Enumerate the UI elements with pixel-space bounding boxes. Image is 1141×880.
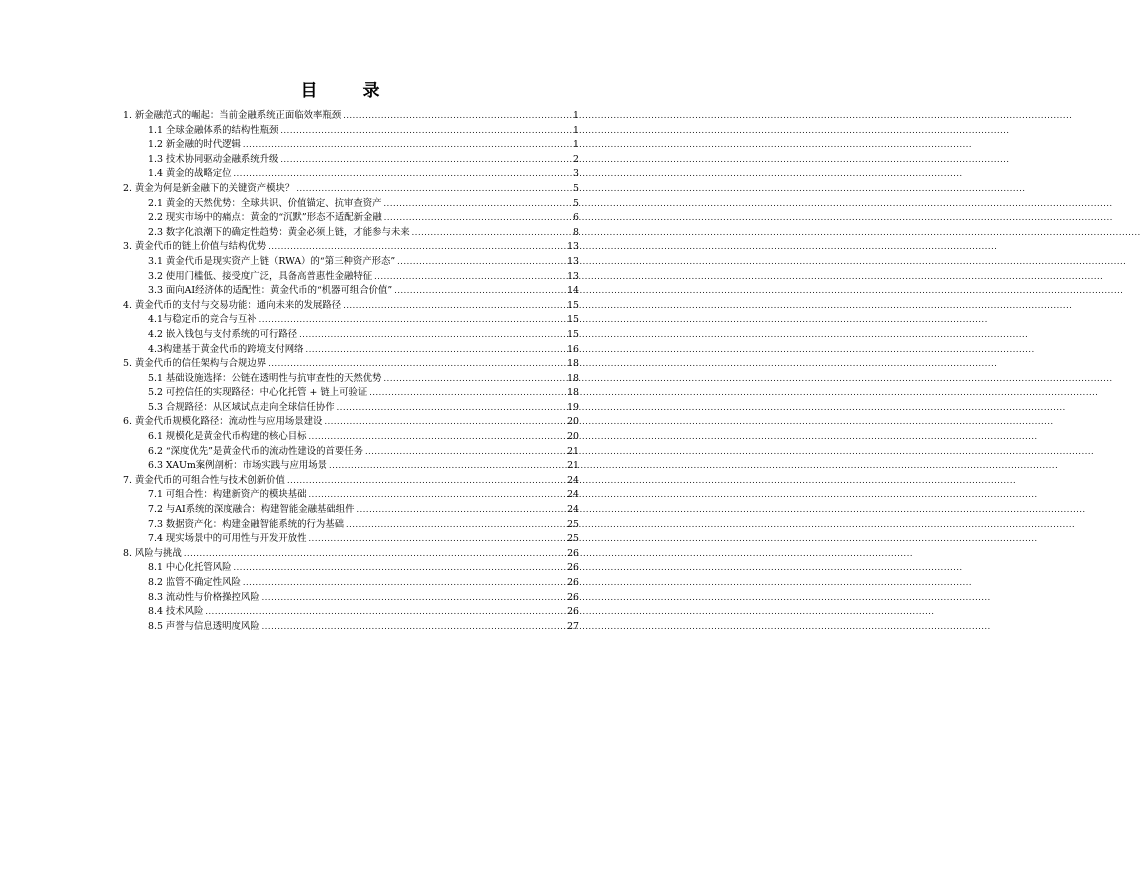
toc-dot-leader [374, 270, 565, 285]
toc-section-entry[interactable] [0, 620, 680, 635]
toc-entry-title: 5.1 基础设施选择：公链在透明性与抗审查性的天然优势 [148, 372, 382, 384]
toc-dot-leader [397, 255, 565, 270]
toc-page-number: 26 [567, 547, 579, 559]
toc-dot-leader [268, 240, 565, 255]
toc-dot-leader [343, 109, 571, 124]
toc-page-number: 15 [567, 328, 579, 340]
toc-page-number: 26 [567, 577, 579, 588]
toc-section-entry[interactable] [0, 591, 680, 606]
toc-page-number: 24 [567, 474, 579, 486]
toc-dot-leader [205, 605, 565, 620]
toc-dot-leader [287, 474, 565, 489]
toc-section-entry[interactable] [0, 197, 680, 212]
toc-page-number: 15 [567, 314, 579, 326]
toc-section-entry[interactable] [0, 211, 680, 226]
toc-page-number: 25 [567, 533, 579, 545]
toc-dot-leader [296, 182, 571, 197]
toc-page-number: 16 [567, 343, 579, 355]
toc-entry-title: 4.3构建基于黄金代币的跨境支付网络 [148, 343, 304, 355]
toc-chapter-entry[interactable] [0, 182, 680, 197]
toc-dot-leader [343, 299, 565, 314]
toc-section-entry[interactable] [0, 532, 680, 547]
toc-dot-leader [259, 313, 565, 328]
toc-dot-leader [329, 459, 565, 474]
toc-section-entry[interactable] [0, 138, 680, 153]
toc-entry-title: 7.1 可组合性：构建新资产的模块基础 [148, 489, 307, 501]
toc-entry-title: 8.1 中心化托管风险 [148, 562, 232, 574]
toc-page-number: 14 [567, 285, 579, 297]
toc-page-number: 18 [567, 387, 579, 399]
toc-page-number: 15 [567, 299, 579, 311]
toc-entry-title: 5.2 可控信任的实现路径：中心化托管 + 链上可验证 [148, 387, 368, 399]
toc-chapter-entry[interactable] [0, 474, 680, 489]
toc-page-number: 6 [573, 212, 579, 224]
toc-page-number: 1 [573, 124, 579, 136]
toc-page-number: 8 [573, 226, 579, 238]
toc-entry-title: 8.2 监管不确定性风险 [148, 577, 241, 588]
toc-page-number: 13 [567, 241, 579, 253]
toc-entry-title: 1.2 新金融的时代逻辑 [148, 139, 241, 151]
toc-dot-leader [280, 153, 571, 168]
toc-dot-leader [243, 576, 565, 591]
toc-dot-leader [309, 430, 566, 445]
toc-section-entry[interactable] [0, 124, 680, 139]
toc-entry-title: 1.1 全球金融体系的结构性瓶颈 [148, 124, 279, 136]
toc-entry-title: 8.4 技术风险 [148, 606, 204, 618]
toc-dot-leader [324, 415, 565, 430]
toc-entry-title: 6.1 规模化是黄金代币构建的核心目标 [148, 431, 307, 443]
toc-dot-leader [280, 124, 571, 139]
toc-dot-leader [299, 328, 565, 343]
toc-entry-title: 6.3 XAUm案例剖析：市场实践与应用场景 [148, 460, 328, 472]
toc-dot-leader [234, 167, 571, 182]
toc-page-number: 1 [573, 110, 579, 121]
toc-section-entry[interactable] [0, 167, 680, 182]
toc-dot-leader [369, 386, 565, 401]
toc-dot-leader [268, 357, 565, 372]
toc-dot-leader [365, 445, 565, 460]
toc-page-number: 24 [567, 504, 579, 516]
toc-section-entry[interactable] [0, 503, 680, 518]
toc-entry-title: 8.5 声誉与信息透明度风险 [148, 620, 260, 632]
toc-entry-title: 7.4 现实场景中的可用性与开发开放性 [148, 533, 307, 545]
toc-section-entry[interactable] [0, 561, 680, 576]
toc-dot-leader [346, 518, 565, 533]
toc-page-number: 26 [567, 606, 579, 618]
toc-entry-title: 3. 黄金代币的链上价值与结构优势 [123, 241, 267, 253]
toc-dot-leader [309, 532, 566, 547]
toc-dot-leader [337, 401, 565, 416]
toc-entry-title: 2.3 数字化浪潮下的确定性趋势：黄金必须上链，才能参与未来 [148, 226, 410, 238]
toc-dot-leader [243, 138, 571, 153]
toc-page-number: 25 [567, 518, 579, 530]
toc-section-entry[interactable] [0, 226, 680, 241]
toc-section-entry[interactable] [0, 270, 680, 285]
toc-page-number: 26 [567, 591, 579, 603]
toc-page-number: 2 [573, 153, 579, 165]
toc-section-entry[interactable] [0, 401, 680, 416]
toc-page-number: 20 [567, 416, 579, 428]
toc-entry-title: 7.3 数据资产化：构建金融智能系统的行为基础 [148, 518, 345, 530]
toc-entry-title: 1.4 黄金的战略定位 [148, 168, 232, 180]
toc-entry-title: 3.3 面向AI经济体的适配性：黄金代币的“机器可组合价值” [148, 285, 393, 297]
toc-entry-title: 3.1 黄金代币是现实资产上链（RWA）的“第三种资产形态” [148, 255, 396, 267]
toc-entry-title: 3.2 使用门槛低、接受度广泛，具备高普惠性金融特征 [148, 270, 373, 282]
toc-section-entry[interactable] [0, 153, 680, 168]
toc-page-number: 21 [567, 445, 579, 457]
toc-section-entry[interactable] [0, 255, 680, 270]
toc-page-number: 18 [567, 372, 579, 384]
toc-chapter-entry[interactable] [0, 109, 680, 124]
toc-page-number: 20 [567, 431, 579, 443]
toc-section-entry[interactable] [0, 459, 680, 474]
toc-entry-title: 4.1与稳定币的竞合与互补 [148, 314, 257, 326]
toc-page-number: 13 [567, 255, 579, 267]
toc-section-entry[interactable] [0, 372, 680, 387]
toc-list [0, 109, 680, 634]
toc-chapter-entry[interactable] [0, 299, 680, 314]
toc-dot-leader [384, 372, 566, 387]
toc-entry-title: 4. 黄金代币的支付与交易功能：通向未来的发展路径 [123, 299, 342, 311]
toc-dot-leader [306, 343, 566, 358]
toc-entry-title: 2. 黄金为何是新金融下的关键资产模块？ [123, 182, 295, 194]
toc-section-entry[interactable] [0, 605, 680, 620]
toc-entry-title: 5.3 合规路径：从区域试点走向全球信任协作 [148, 401, 335, 413]
toc-section-entry[interactable] [0, 576, 680, 591]
toc-dot-leader [262, 620, 565, 635]
toc-page-number: 24 [567, 489, 579, 501]
toc-dot-leader [384, 211, 571, 226]
toc-section-entry[interactable] [0, 343, 680, 358]
toc-page-number: 1 [573, 139, 579, 151]
toc-section-entry[interactable] [0, 328, 680, 343]
toc-title: 目 录 [300, 81, 394, 101]
toc-page-number: 19 [567, 401, 579, 413]
toc-chapter-entry[interactable] [0, 357, 680, 372]
toc-section-entry[interactable] [0, 430, 680, 445]
toc-entry-title: 6. 黄金代币规模化路径：流动性与应用场景建设 [123, 416, 323, 428]
toc-page-number: 27 [567, 620, 579, 632]
toc-dot-leader [412, 226, 571, 241]
toc-entry-title: 7. 黄金代币的可组合性与技术创新价值 [123, 474, 285, 486]
toc-entry-title: 1.3 技术协同驱动金融系统升级 [148, 153, 279, 165]
toc-page-number: 5 [573, 182, 579, 194]
toc-section-entry[interactable] [0, 386, 680, 401]
toc-page-number: 18 [567, 358, 579, 370]
toc-entry-title: 2.2 现实市场中的痛点：黄金的“沉默”形态不适配新金融 [148, 212, 382, 224]
toc-entry-title: 8.3 流动性与价格操控风险 [148, 591, 260, 603]
toc-entry-title: 4.2 嵌入钱包与支付系统的可行路径 [148, 328, 298, 340]
toc-page-number: 21 [567, 460, 579, 472]
toc-entry-title: 5. 黄金代币的信任架构与合规边界 [123, 358, 267, 370]
toc-page-number: 5 [573, 197, 579, 209]
toc-dot-leader [309, 488, 566, 503]
toc-entry-title: 8. 风险与挑战 [123, 547, 182, 559]
toc-entry-title: 1. 新金融范式的崛起：当前金融系统正面临效率瓶颈 [123, 110, 342, 121]
toc-dot-leader [184, 547, 565, 562]
toc-page-number: 3 [573, 168, 579, 180]
toc-dot-leader [234, 561, 566, 576]
toc-chapter-entry[interactable] [0, 240, 680, 255]
toc-dot-leader [357, 503, 566, 518]
toc-section-entry[interactable] [0, 445, 680, 460]
toc-section-entry[interactable] [0, 488, 680, 503]
toc-section-entry[interactable] [0, 518, 680, 533]
toc-entry-title: 7.2 与AI系统的深度融合：构建智能金融基础组件 [148, 504, 355, 516]
toc-chapter-entry[interactable] [0, 547, 680, 562]
toc-entry-title: 2.1 黄金的天然优势：全球共识、价值锚定、抗审查资产 [148, 197, 382, 209]
toc-entry-title: 6.2 “深度优先”是黄金代币的流动性建设的首要任务 [148, 445, 363, 457]
toc-section-entry[interactable] [0, 313, 680, 328]
toc-section-entry[interactable] [0, 284, 680, 299]
toc-dot-leader [262, 591, 565, 606]
toc-page-number: 26 [567, 562, 579, 574]
toc-dot-leader [384, 197, 571, 212]
toc-dot-leader [394, 284, 565, 299]
toc-chapter-entry[interactable] [0, 415, 680, 430]
toc-page-number: 13 [567, 270, 579, 282]
